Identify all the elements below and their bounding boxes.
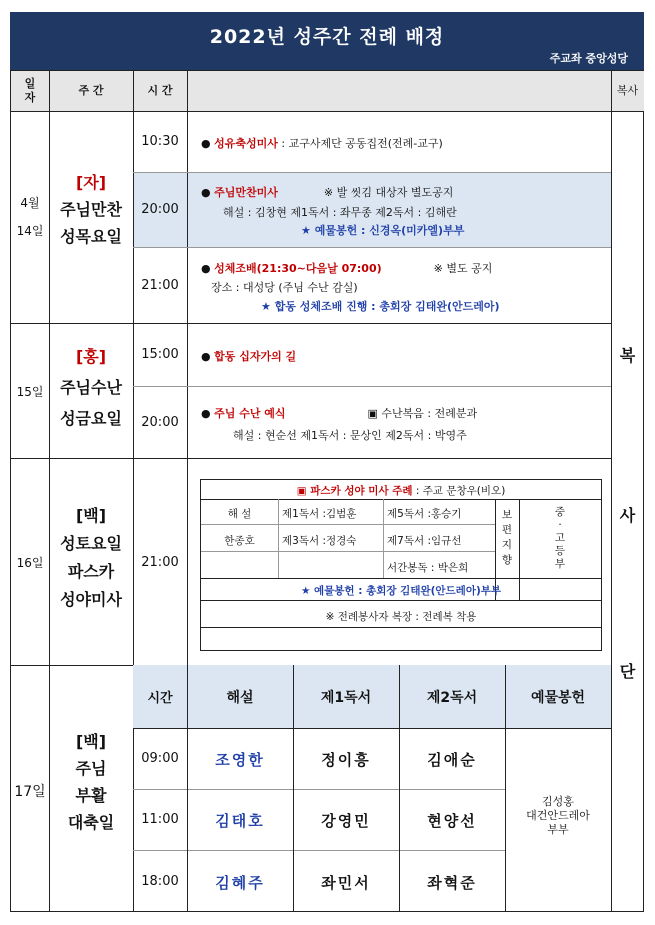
side-char-1: 복 bbox=[619, 346, 636, 365]
easter-col-time: 시간 bbox=[147, 691, 173, 706]
event-last-supper: ● 주님만찬미사 ※ 발 씻김 대상자 별도공지 bbox=[201, 186, 454, 199]
page-title: 2022년 성주간 전례 배정 bbox=[209, 26, 445, 48]
vigil-commentary-label: 해 설 bbox=[227, 508, 252, 520]
event-e2-offering: ★ 예물봉헌 : 신경옥(미카엘)부부 bbox=[301, 224, 465, 237]
feast-thursday: [자] 주님만찬 성목요일 bbox=[60, 173, 122, 246]
page-subtitle: 주교좌 중앙성당 bbox=[549, 52, 628, 65]
event-e2-readers: 해설 : 김창현 제1독서 : 좌무종 제2독서 : 김해란 bbox=[223, 206, 457, 219]
time-e2: 20:00 bbox=[141, 202, 179, 217]
time-e4: 15:00 bbox=[141, 347, 179, 362]
col-day: 일 자 bbox=[11, 71, 49, 111]
easter-col-reading2: 제2독서 bbox=[426, 690, 478, 706]
easter-offering: 김성홍 대건안드레아 부부 bbox=[526, 795, 590, 836]
event-adoration: ● 성체조배(21:30~다음날 07:00) ※ 별도 공지 bbox=[201, 262, 493, 275]
date-16: 16일 bbox=[16, 556, 44, 570]
time-e6: 21:00 bbox=[141, 555, 179, 570]
easter-col-reading1: 제1독서 bbox=[320, 690, 372, 706]
time-e5: 20:00 bbox=[141, 415, 179, 430]
vigil-reading-3: 제3독서 :정경숙 bbox=[282, 535, 357, 547]
side-char-2: 사 bbox=[619, 506, 636, 525]
time-e3: 21:00 bbox=[141, 278, 179, 293]
vigil-epistle: 서간봉독 : 박은희 bbox=[387, 562, 469, 574]
vigil-offering: ★ 예물봉헌 : 총회장 김태완(안드레아)부부 bbox=[300, 585, 502, 597]
vigil-reading-5: 제5독서 :홍승기 bbox=[387, 508, 462, 520]
event-chrism-mass: ● 성유축성미사 : 교구사제단 공동집전(전례-교구) bbox=[201, 137, 443, 150]
schedule-table: 일 자 주 간 시 간 복사 4월 14일 [자] 주님만찬 성목요일 10:30 ● 성유축성미사 : 교구사제단 공동집전(전례-교구) 20:00 ● 주님만찬미사 ※ 발 씻김 대상자 별도공지 해설 : 김창현 제1독서 : 좌무종 제2독서 : 김해란 ★ 예물봉헌 : 신경옥(미카엘)부부 21:00 ● 성체조배(21:30~다음날 07:00) ※ 별도 공지 장소 : 대성당 (주님 수난 감실) ★ 합동 성체조배 진행 : 총회장 김태완(안드레아) 15일 [홍] 주님수난 성금요일 15:00 ● 합동 십자가의 길 20:00 ● 주님 수난 예식 ▣ 수난복음 : 전례분과 해설 : 현순선 제1독서 : 문상인 제2독서 : 박영주 16일 [백] 성토요일 파스카 성야미사 21:00 ▣ 파스카 성야 미사 주례 : 주교 문창우(비오) 해 설 한종호 제1독서 :김범훈 제3독서 :정경숙 제5독서 :홍승기 제7독서 :임규선 서간봉독 : 박은희 보 편 지 향 중 · 고 등 부 ★ 예물봉헌 : 총회장 김태완(안드레아)부부 ※ 전례봉사자 복장 : 전례복 착용 17일 [백] 주님 부활 대축일 시간 해설 제1독서 제2독서 예물봉헌 09:00 조영한 정이흥 김애순 11:00 김태호 강영민 현양선 18:00 김혜주 좌민서 좌혁준 김성홍 대건안드레아 부부 복 사 단 bbox=[10, 70, 644, 912]
event-passion: ● 주님 수난 예식 ▣ 수난복음 : 전례분과 bbox=[201, 407, 478, 420]
header-banner bbox=[10, 12, 644, 70]
col-time: 시 간 bbox=[133, 71, 187, 111]
vigil-attire-note: ※ 전례봉사자 복장 : 전례복 착용 bbox=[325, 611, 477, 623]
event-e3-place: 장소 : 대성당 (주님 수난 감실) bbox=[211, 281, 358, 294]
vigil-reading-7: 제7독서 :임규선 bbox=[387, 535, 462, 547]
vigil-commentator: 한종호 bbox=[224, 535, 255, 547]
event-e5-readers: 해설 : 현순선 제1독서 : 문상인 제2독서 : 박영주 bbox=[233, 429, 467, 442]
vigil-intercession-label: 보 편 지 향 bbox=[501, 509, 513, 566]
feast-friday: [홍] 주님수난 성금요일 bbox=[60, 347, 122, 428]
easter-col-offering: 예물봉헌 bbox=[530, 690, 586, 706]
vigil-intercession-group: 중 · 고 등 부 bbox=[554, 506, 566, 570]
date-17: 17일 bbox=[14, 784, 46, 800]
easter-col-commentary: 해설 bbox=[226, 690, 254, 706]
col-service: 복사 bbox=[611, 71, 644, 111]
event-way-of-cross: ● 합동 십자가의 길 bbox=[201, 350, 297, 363]
date-15: 15일 bbox=[16, 385, 44, 399]
date-14: 4월 14일 bbox=[16, 196, 44, 238]
col-event bbox=[187, 71, 611, 111]
side-char-3: 단 bbox=[619, 662, 636, 681]
vigil-reading-1: 제1독서 :김범훈 bbox=[282, 508, 357, 520]
vigil-box bbox=[200, 479, 602, 651]
time-e1: 10:30 bbox=[141, 134, 179, 149]
feast-easter: [백] 주님 부활 대축일 bbox=[67, 732, 115, 832]
col-week: 주 간 bbox=[49, 71, 133, 111]
event-e3-lead: ★ 합동 성체조배 진행 : 총회장 김태완(안드레아) bbox=[261, 300, 500, 313]
feast-saturday: [백] 성토요일 파스카 성야미사 bbox=[60, 506, 122, 609]
vigil-celebrant: ▣ 파스카 성야 미사 주례 : 주교 문창우(비오) bbox=[296, 485, 506, 497]
